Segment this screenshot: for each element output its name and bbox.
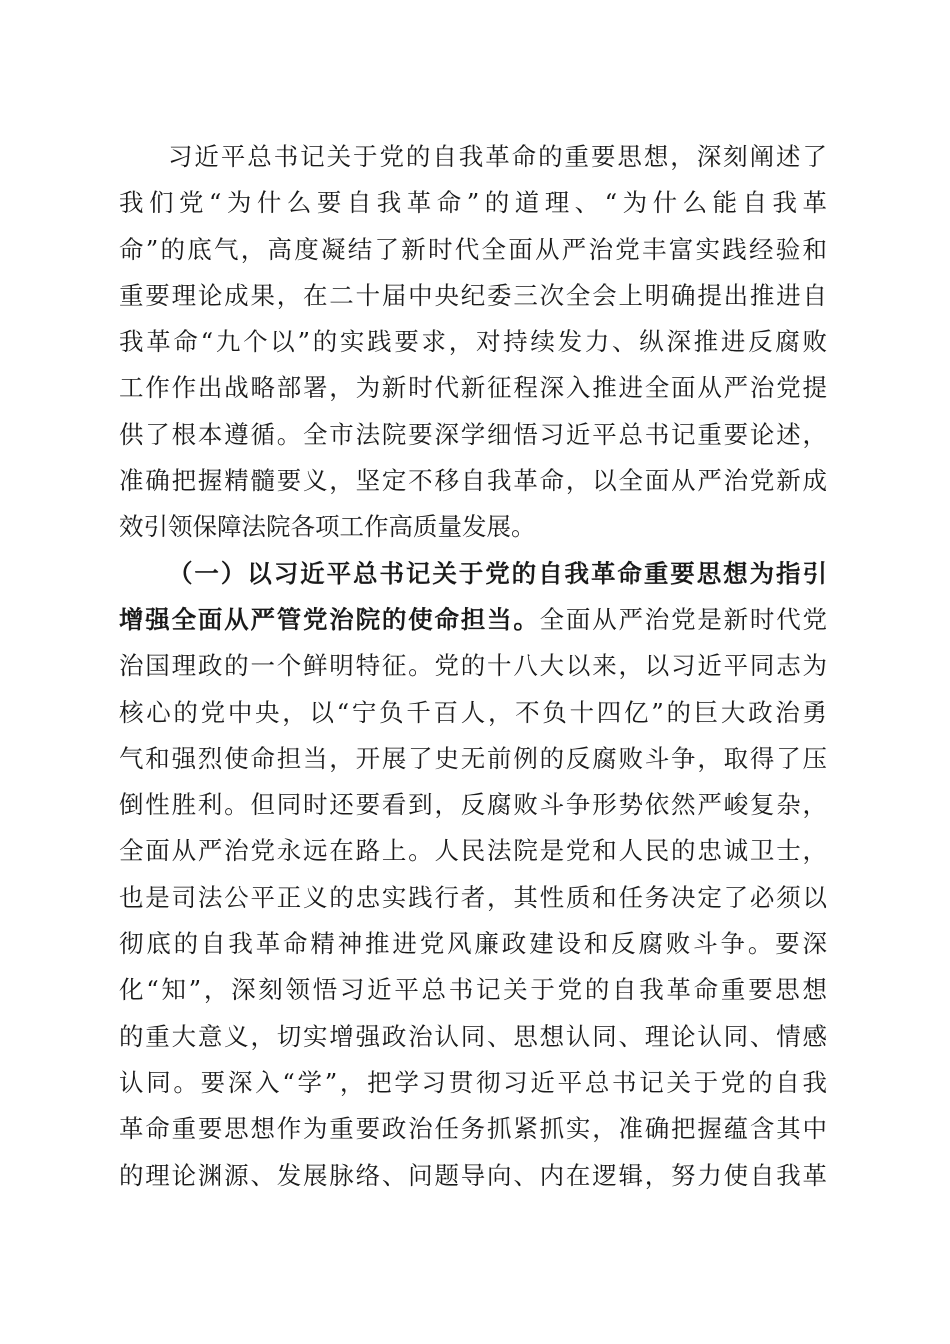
- text-line: 全面从严治党永远在路上。人民法院是党和人民的忠诚卫士，: [119, 836, 827, 866]
- text-line: 我们党“为什么要自我革命”的道理、“为什么能自我革: [119, 188, 827, 218]
- text-line: 核心的党中央，以“宁负千百人，不负十四亿”的巨大政治勇: [119, 697, 827, 727]
- text-line: 革命重要思想作为重要政治任务抓紧抓实，准确把握蕴含其中: [119, 1114, 827, 1144]
- text-line: 化“知”，深刻领悟习近平总书记关于党的自我革命重要思想: [119, 975, 827, 1005]
- text-line: 准确把握精髓要义，坚定不移自我革命，以全面从严治党新成: [119, 466, 827, 496]
- text-line: 重要理论成果，在二十届中央纪委三次全会上明确提出推进自: [119, 280, 827, 310]
- text-line: 的重大意义，切实增强政治认同、思想认同、理论认同、情感: [119, 1021, 827, 1051]
- text-line: 倒性胜利。但同时还要看到，反腐败斗争形势依然严峻复杂，: [119, 790, 827, 820]
- section-heading-continued: 增强全面从严管党治院的使命担当。: [119, 604, 540, 634]
- text-line: [119, 597, 827, 643]
- text-line: 的理论渊源、发展脉络、问题导向、内在逻辑，努力使自我革: [119, 1160, 827, 1190]
- section-body-start: 全面从严治党是新时代党: [539, 604, 828, 634]
- paragraph-intro: [119, 134, 827, 551]
- text-line: 彻底的自我革命精神推进党风廉政建设和反腐败斗争。要深: [119, 929, 827, 959]
- paragraph-section-one: [119, 551, 827, 1199]
- text-line: 工作作出战略部署，为新时代新征程深入推进全面从严治党提: [119, 373, 827, 403]
- text-line: 也是司法公平正义的忠实践行者，其性质和任务决定了必须以: [119, 882, 827, 912]
- text-line: 认同。要深入“学”，把学习贯彻习近平总书记关于党的自我: [119, 1067, 827, 1097]
- text-line: 我革命“九个以”的实践要求，对持续发力、纵深推进反腐败: [119, 327, 827, 357]
- document-body: [119, 134, 827, 1199]
- text-line: 习近平总书记关于党的自我革命的重要思想，深刻阐述了: [168, 142, 827, 171]
- text-line: 命”的底气，高度凝结了新时代全面从严治党丰富实践经验和: [119, 234, 827, 264]
- text-line: 气和强烈使命担当，开展了史无前例的反腐败斗争，取得了压: [119, 743, 827, 773]
- text-line: 效引领保障法院各项工作高质量发展。: [119, 512, 536, 542]
- text-line: 供了根本遵循。全市法院要深学细悟习近平总书记重要论述，: [119, 419, 827, 449]
- section-heading: （一）以习近平总书记关于党的自我革命重要思想为指引: [168, 558, 827, 588]
- text-line: 治国理政的一个鲜明特征。党的十八大以来，以习近平同志为: [119, 651, 827, 681]
